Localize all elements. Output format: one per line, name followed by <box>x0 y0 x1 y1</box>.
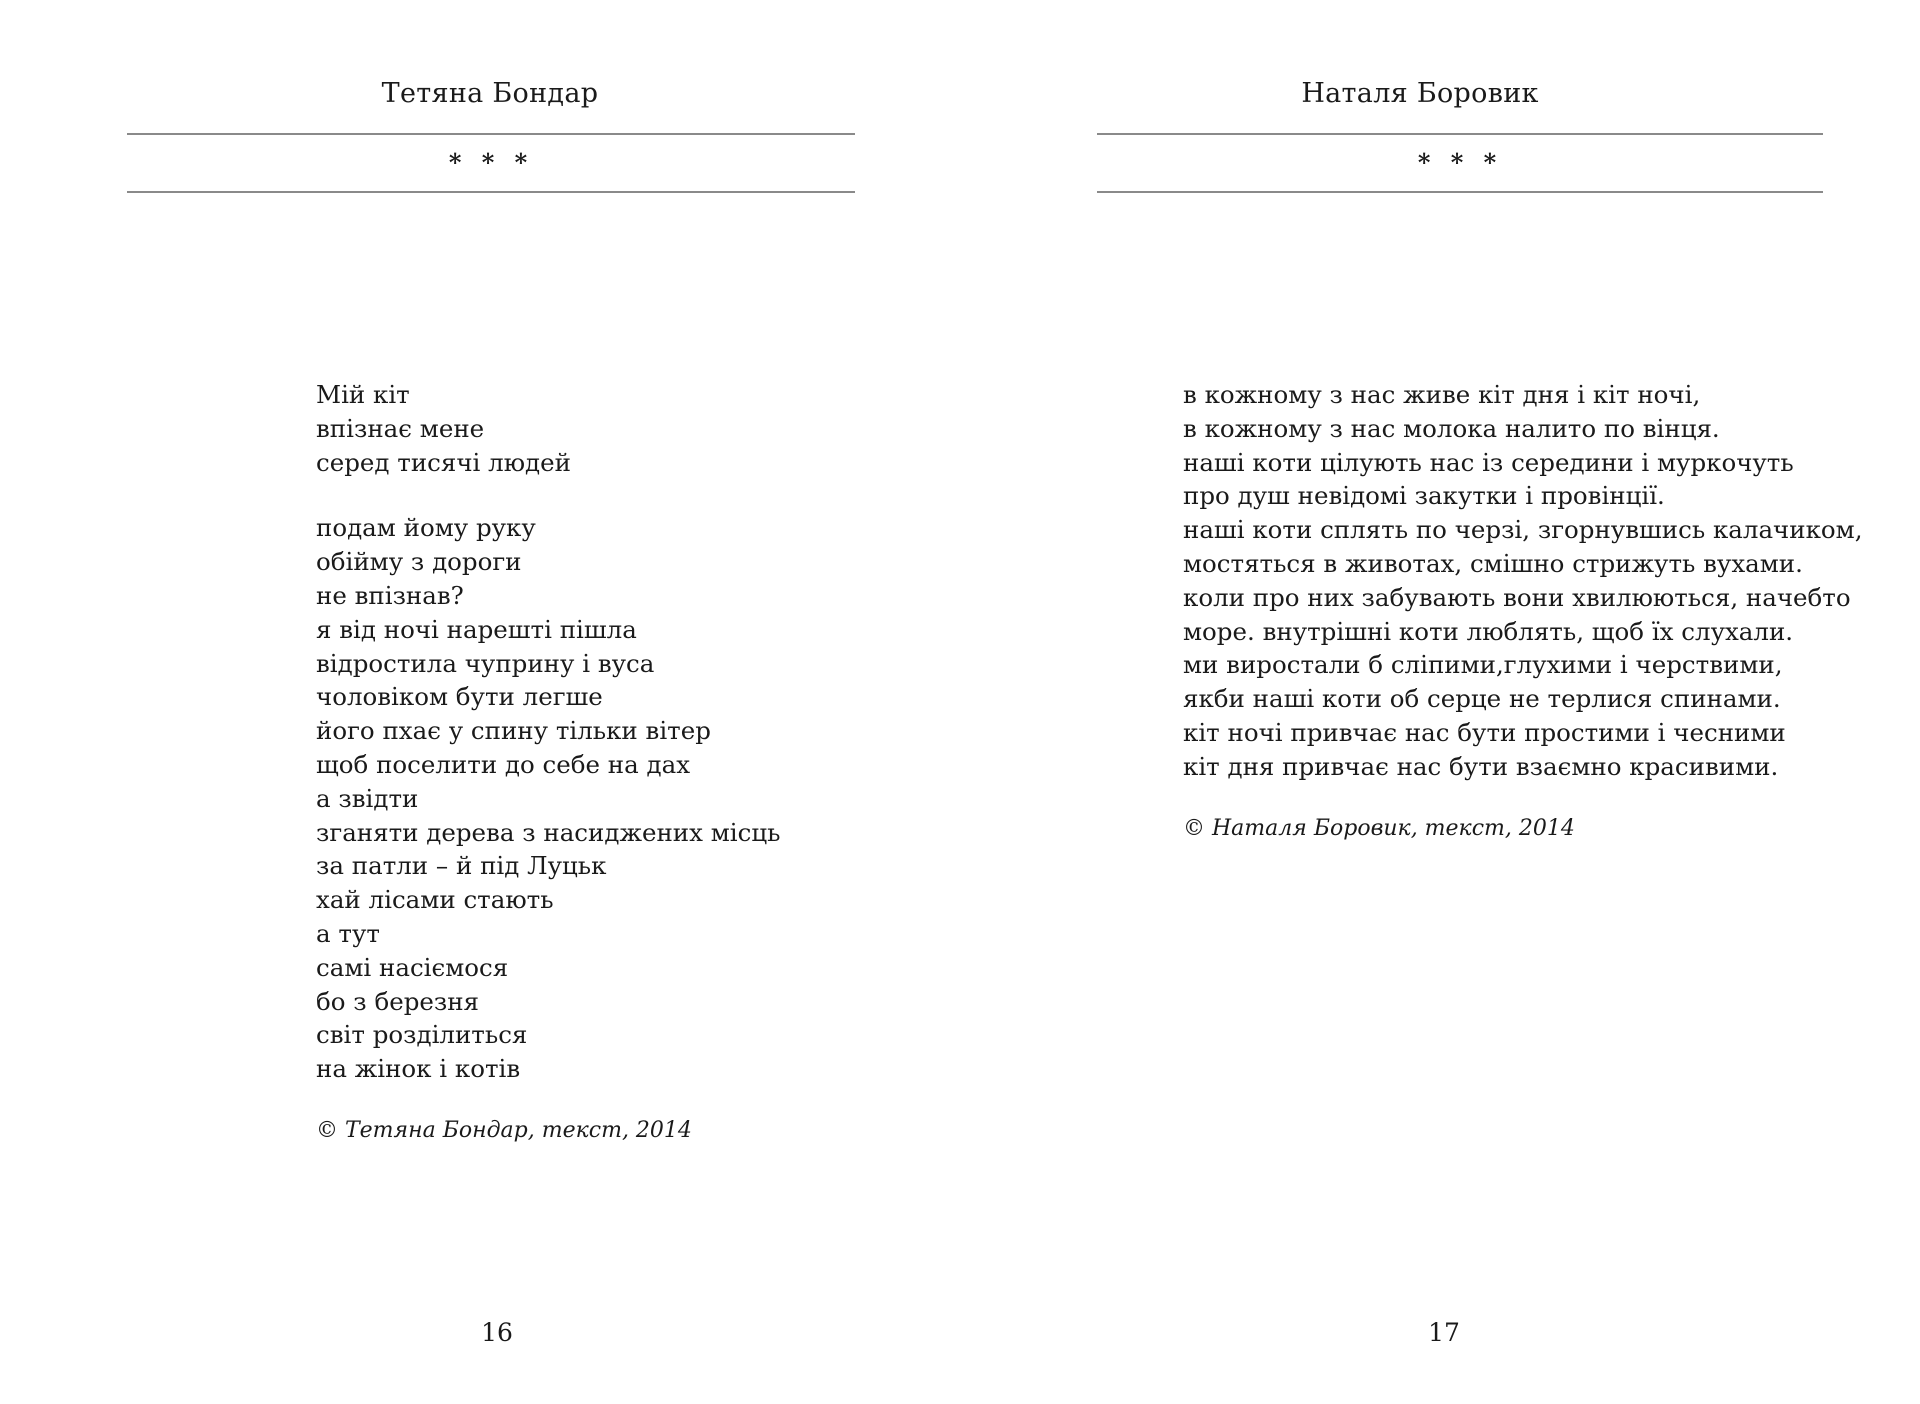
poem-line: хай лісами стають <box>316 885 554 915</box>
poem-line: наші коти цілують нас із середини і муркочуть <box>1183 447 1794 477</box>
poem-line: обійму з дороги <box>316 547 522 577</box>
right-page-number: 17 <box>1428 1318 1460 1347</box>
left-header-top-rule <box>127 133 855 135</box>
poem-line: світ розділиться <box>316 1020 528 1050</box>
poem-line: відростила чуприну і вуса <box>316 648 655 678</box>
right-header-bottom-rule <box>1097 191 1823 193</box>
left-copyright: © Тетяна Бондар, текст, 2014 <box>316 1118 692 1143</box>
poem-line: серед тисячі людей <box>316 447 571 477</box>
poem-line: в кожному з нас молока налито по вінця. <box>1183 413 1720 443</box>
left-poem <box>316 378 780 1086</box>
poem-line: бо з березня <box>316 986 480 1016</box>
poem-line: а тут <box>316 918 380 948</box>
poem-line: його пхає у спину тільки вітер <box>316 716 711 746</box>
poem-line: а звідти <box>316 783 419 813</box>
right-page-author-header: Наталя Боровик <box>1301 78 1539 109</box>
poem-line: коли про них забувають вони хвилюються, начебто <box>1183 582 1851 612</box>
poem-line: подам йому руку <box>316 513 536 543</box>
poem-line: наші коти сплять по черзі, згорнувшись калачиком, <box>1183 515 1863 545</box>
left-page-number: 16 <box>481 1318 513 1347</box>
left-header-bottom-rule <box>127 191 855 193</box>
poem-line: впізнає мене <box>316 413 485 443</box>
poem-line: за патли – й під Луцьк <box>316 851 607 881</box>
left-page-author-header: Тетяна Бондар <box>381 78 599 109</box>
right-copyright: © Наталя Боровик, текст, 2014 <box>1183 816 1575 841</box>
right-poem <box>1183 378 1863 784</box>
poem-line: в кожному з нас живе кіт дня і кіт ночі, <box>1183 380 1701 409</box>
poem-line: кіт дня привчає нас бути взаємно красивими. <box>1183 751 1779 781</box>
poem-line: про душ невідомі закутки і провінції. <box>1183 481 1665 511</box>
poem-line: не впізнав? <box>316 580 464 610</box>
poem-line: чоловіком бути легше <box>316 682 603 712</box>
poem-line: море. внутрішні коти люблять, щоб їх слухали. <box>1183 616 1794 646</box>
right-section-separator: * * * <box>1417 148 1503 177</box>
poem-line: Мій кіт <box>316 380 410 409</box>
poem-line: мостяться в животах, смішно стрижуть вухами. <box>1183 548 1803 578</box>
poem-line: кіт ночі привчає нас бути простими і чесними <box>1183 717 1786 747</box>
poem-line: щоб поселити до себе на дах <box>316 749 691 779</box>
poem-line: ми виростали б сліпими,глухими і черствими, <box>1183 650 1783 680</box>
poem-line: якби наші коти об серце не терлися спинами. <box>1183 684 1781 714</box>
right-page <box>960 0 1920 1404</box>
stanza-gap <box>316 479 780 511</box>
left-section-separator: * * * <box>448 148 534 177</box>
poem-line: зганяти дерева з насиджених місць <box>316 817 781 847</box>
poem-line: я від ночі нарешті пішла <box>316 614 637 644</box>
poem-line: на жінок і котів <box>316 1054 521 1084</box>
poem-line: самі насіємося <box>316 952 509 982</box>
right-header-top-rule <box>1097 133 1823 135</box>
